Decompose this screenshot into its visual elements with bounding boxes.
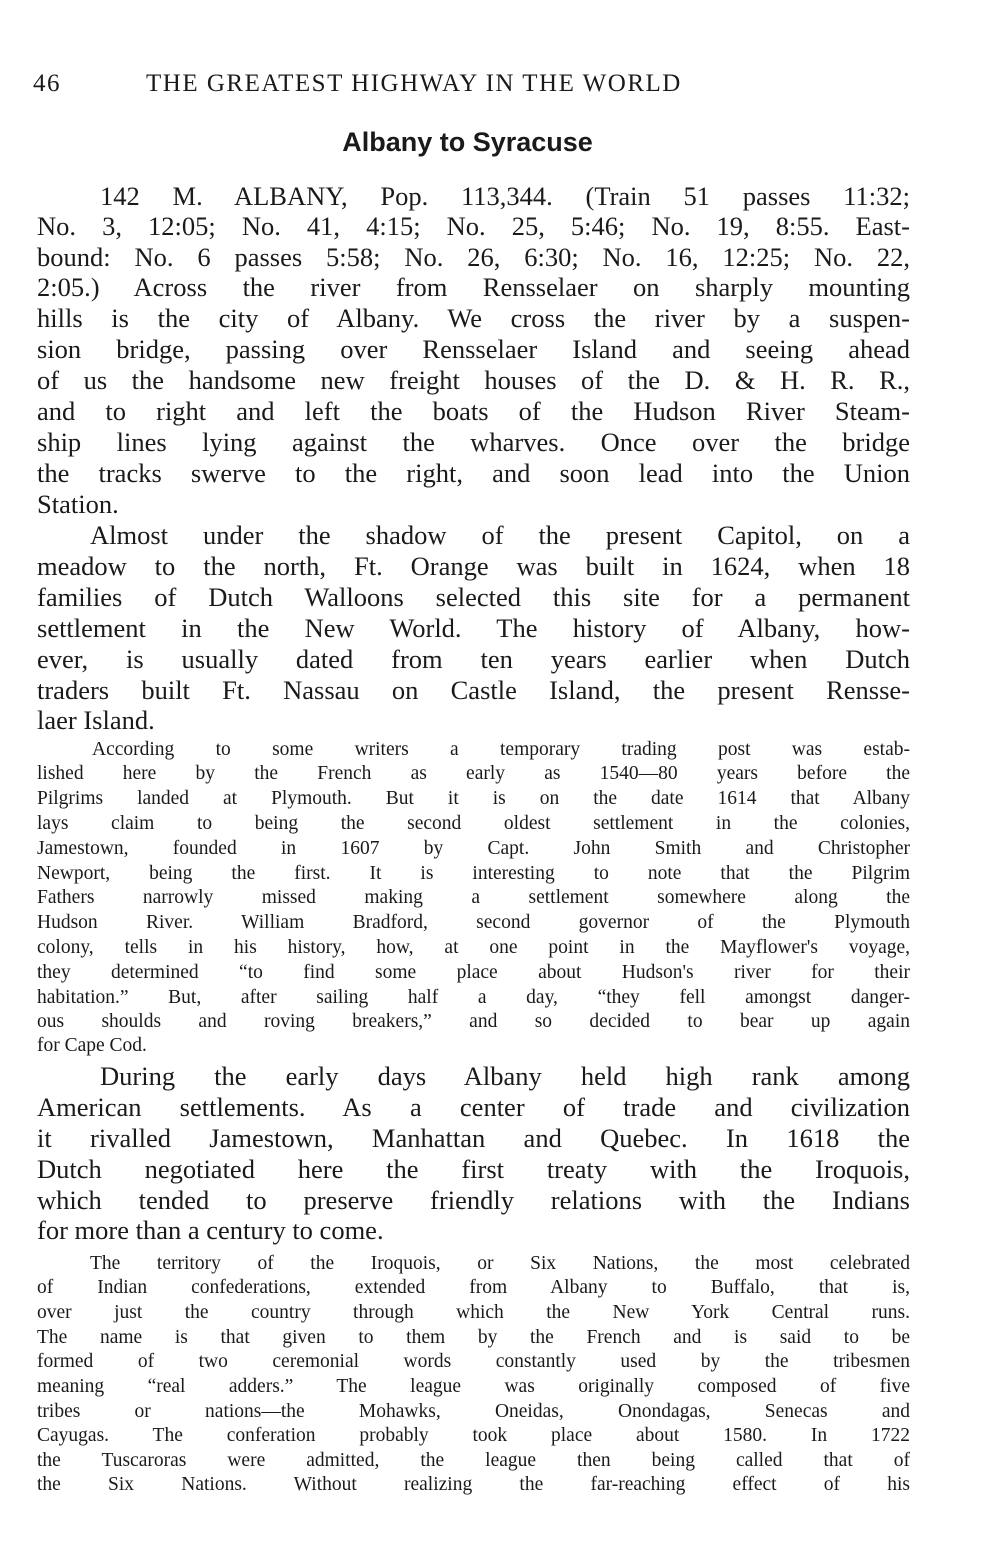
note-line: colony, tells in his history, how, at one point in the Mayflower's voyage,	[37, 937, 910, 958]
note-line: The name is that given to them by the French and is said to be	[37, 1327, 910, 1348]
text-line: sion bridge, passing over Rensselaer Island and seeing ahead	[37, 334, 910, 364]
note-line: According to some writers a temporary trading post was estab-	[92, 739, 910, 760]
section-heading: Albany to Syracuse	[342, 127, 593, 157]
text-line: it rivalled Jamestown, Manhattan and Quebec. In 1618 the	[37, 1123, 910, 1153]
text-line: traders built Ft. Nassau on Castle Island, the present Rensse-	[37, 675, 910, 705]
note-line: lays claim to being the second oldest settlement in the colonies,	[37, 813, 910, 834]
text-line: bound: No. 6 passes 5:58; No. 26, 6:30; No. 16, 12:25; No. 22,	[37, 242, 910, 272]
text-line: During the early days Albany held high rank among	[100, 1061, 910, 1091]
note-line: over just the country through which the New York Central runs.	[37, 1302, 910, 1323]
text-line: which tended to preserve friendly relations with the Indians	[37, 1185, 910, 1215]
text-line: Almost under the shadow of the present Capitol, on a	[90, 520, 910, 550]
running-title: THE GREATEST HIGHWAY IN THE WORLD	[146, 70, 682, 97]
text-line: Station.	[37, 489, 119, 519]
text-line: American settlements. As a center of trade and civilization	[37, 1092, 910, 1122]
note-line: Jamestown, founded in 1607 by Capt. John Smith and Christopher	[37, 838, 910, 859]
note-line: of Indian confederations, extended from Albany to Buffalo, that is,	[37, 1277, 910, 1298]
note-line: for Cape Cod.	[37, 1035, 147, 1056]
text-line: and to right and left the boats of the Hudson River Steam-	[37, 396, 910, 426]
note-line: Newport, being the first. It is interesting to note that the Pilgrim	[37, 863, 910, 884]
page-number: 46	[33, 70, 61, 97]
note-line: the Tuscaroras were admitted, the league then being called that of	[37, 1450, 910, 1471]
note-line: ous shoulds and roving breakers,” and so decided to bear up again	[37, 1011, 910, 1032]
note-line: The territory of the Iroquois, or Six Nations, the most celebrated	[90, 1253, 910, 1274]
note-line: tribes or nations—the Mohawks, Oneidas, Onondagas, Senecas and	[37, 1401, 910, 1422]
text-line: hills is the city of Albany. We cross the river by a suspen-	[37, 303, 910, 333]
note-line: Pilgrims landed at Plymouth. But it is on the date 1614 that Albany	[37, 788, 910, 809]
running-header	[33, 70, 933, 110]
note-line: formed of two ceremonial words constantly used by the tribesmen	[37, 1351, 910, 1372]
text-line: No. 3, 12:05; No. 41, 4:15; No. 25, 5:46; No. 19, 8:55. East-	[37, 211, 910, 241]
text-line: ship lines lying against the wharves. Once over the bridge	[37, 427, 910, 457]
text-line: 142 M. ALBANY, Pop. 113,344. (Train 51 passes 11:32;	[100, 181, 910, 211]
note-line: habitation.” But, after sailing half a day, “they fell amongst danger-	[37, 987, 910, 1008]
text-line: 2:05.) Across the river from Rensselaer on sharply mounting	[37, 272, 910, 302]
text-line: of us the handsome new freight houses of the D. & H. R. R.,	[37, 365, 910, 395]
note-line: lished here by the French as early as 1540—80 years before the	[37, 763, 910, 784]
text-line: the tracks swerve to the right, and soon lead into the Union	[37, 458, 910, 488]
text-line: settlement in the New World. The history of Albany, how-	[37, 613, 910, 643]
text-line: for more than a century to come.	[37, 1215, 384, 1245]
note-line: Cayugas. The conferation probably took place about 1580. In 1722	[37, 1425, 910, 1446]
note-line: the Six Nations. Without realizing the far-reaching effect of his	[37, 1474, 910, 1495]
text-line: Dutch negotiated here the first treaty with the Iroquois,	[37, 1154, 910, 1184]
note-line: meaning “real adders.” The league was originally composed of five	[37, 1376, 910, 1397]
note-line: Fathers narrowly missed making a settlement somewhere along the	[37, 887, 910, 908]
text-line: meadow to the north, Ft. Orange was built in 1624, when 18	[37, 551, 910, 581]
note-line: Hudson River. William Bradford, second governor of the Plymouth	[37, 912, 910, 933]
text-line: families of Dutch Walloons selected this site for a permanent	[37, 582, 910, 612]
text-line: laer Island.	[37, 705, 155, 735]
note-line: they determined “to find some place about Hudson's river for their	[37, 962, 910, 983]
text-line: ever, is usually dated from ten years earlier when Dutch	[37, 644, 910, 674]
